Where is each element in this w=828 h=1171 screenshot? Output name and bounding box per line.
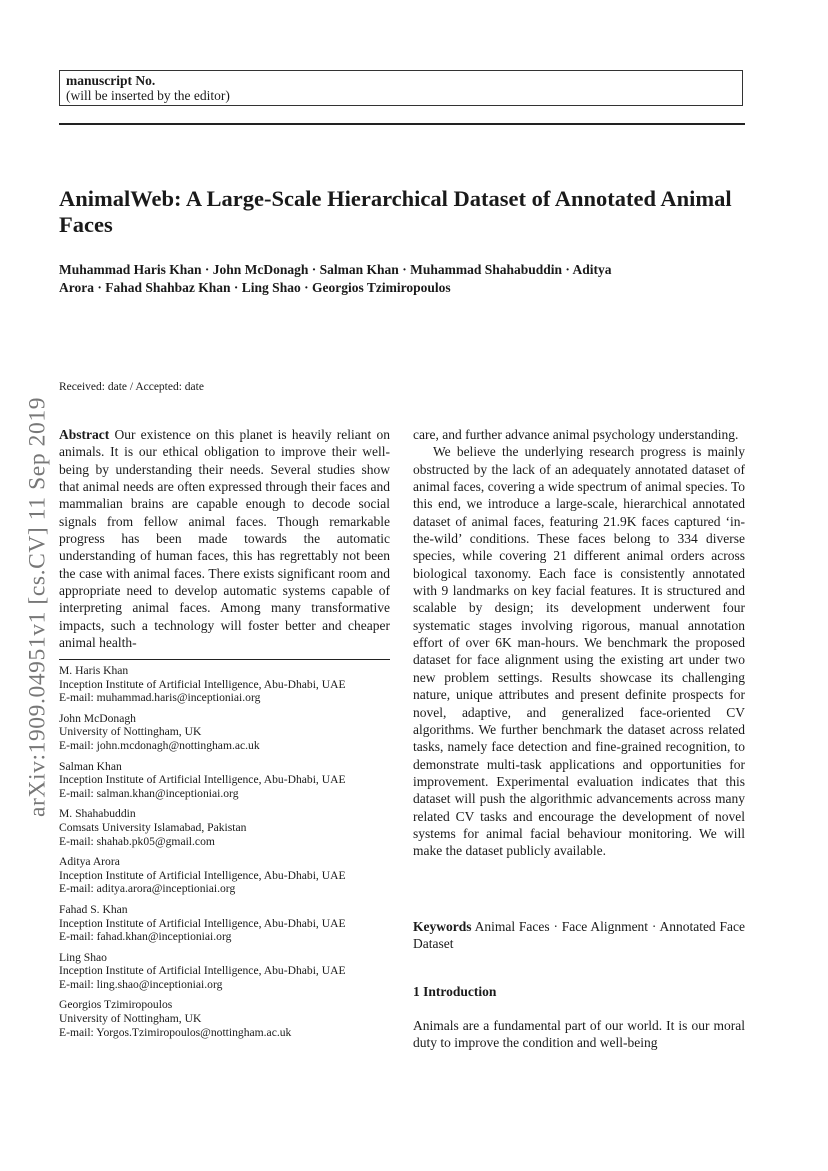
affiliations	[59, 664, 399, 1046]
abstract-label: Abstract	[59, 427, 110, 442]
affiliation-institution: University of Nottingham, UK	[59, 725, 202, 739]
affiliation-institution: Inception Institute of Artificial Intelligence, Abu-Dhabi, UAE	[59, 773, 346, 787]
affiliation-email: E-mail: Yorgos.Tzimiropoulos@nottingham.ac.uk	[59, 1025, 292, 1039]
affiliation-rule	[59, 659, 390, 660]
keywords	[413, 918, 745, 953]
keywords-text: Animal Faces · Face Alignment · Annotated Face Dataset	[413, 919, 745, 952]
manuscript-box	[59, 70, 743, 106]
affiliation-name: John McDonagh	[59, 711, 136, 725]
header-rule	[59, 123, 745, 125]
affiliation-institution: Inception Institute of Artificial Intelligence, Abu-Dhabi, UAE	[59, 868, 346, 882]
affiliation-email: E-mail: john.mcdonagh@nottingham.ac.uk	[59, 738, 260, 752]
affiliation-entry	[59, 664, 399, 705]
affiliation-institution: Comsats University Islamabad, Pakistan	[59, 820, 247, 834]
abstract-right-column	[413, 426, 745, 860]
keywords-label: Keywords	[413, 919, 472, 934]
affiliation-email: E-mail: ling.shao@inceptioniai.org	[59, 977, 223, 991]
affiliation-email: E-mail: fahad.khan@inceptioniai.org	[59, 930, 232, 944]
affiliation-entry	[59, 760, 399, 801]
affiliation-entry	[59, 807, 399, 848]
manuscript-label: manuscript No.	[66, 73, 156, 88]
affiliation-entry	[59, 903, 399, 944]
affiliation-name: M. Shahabuddin	[59, 807, 136, 821]
affiliation-institution: University of Nottingham, UK	[59, 1012, 202, 1026]
affiliation-entry	[59, 951, 399, 992]
received-date: Received: date / Accepted: date	[59, 381, 204, 393]
abstract-text-left: Our existence on this planet is heavily reliant on animals. It is our ethical obligation to improve their well-being by understanding their needs. Several studies show that animal needs are often expressed through their faces and mammalian brains are capable enough to decode social signals from fellow animal faces. Though remarkable progress has been made towards the automatic understanding of human faces, this has regrettably not been the case with animal faces. There exists significant room and appropriate need to develop automatic systems capable of interpreting animal faces. Among many transformative impacts, such a technology will foster better and cheaper animal health-	[59, 427, 390, 651]
arxiv-sidebar	[24, 362, 52, 852]
affiliation-email: E-mail: aditya.arora@inceptioniai.org	[59, 882, 236, 896]
affiliation-email: E-mail: salman.khan@inceptioniai.org	[59, 786, 239, 800]
affiliation-entry	[59, 855, 399, 896]
affiliation-name: M. Haris Khan	[59, 664, 129, 677]
affiliation-name: Fahad S. Khan	[59, 902, 128, 916]
affiliation-name: Aditya Arora	[59, 855, 120, 869]
author-list: Muhammad Haris Khan · John McDonagh · Salman Khan · Muhammad Shahabuddin · Aditya Arora · Fahad Shahbaz Khan · Ling Shao · Georgios Tzimiropoulos	[59, 262, 612, 295]
paper-title: AnimalWeb: A Large-Scale Hierarchical Dataset of Annotated Animal Faces	[59, 186, 732, 237]
affiliation-institution: Inception Institute of Artificial Intelligence, Abu-Dhabi, UAE	[59, 964, 346, 978]
abstract-text-continued: care, and further advance animal psychology understanding.	[413, 427, 739, 442]
affiliation-entry	[59, 998, 399, 1039]
manuscript-note: (will be inserted by the editor)	[66, 88, 230, 103]
abstract-text-paragraph: We believe the underlying research progress is mainly obstructed by the lack of an adequately annotated dataset of animal faces, covering a wide spectrum of animal species. To this end, we introduce a large-scale, hierarchical annotated dataset of animal faces, featuring 21.9K faces captured ‘in-the-wild’ conditions. These faces belong to 334 diverse species, while covering 21 different animal orders across biological taxonomy. Each face is consistently annotated with 9 landmarks on key facial features. It is structured and scalable by design; its development underwent four systematic stages involving rigorous, manual annotation effort of over 6K man-hours. We benchmark the proposed dataset for face alignment using the existing art under two new problem settings. Results showcase its challenging nature, unique attributes and present definite prospects for novel, adaptive, and generalized face-oriented CV algorithms. We further benchmark the dataset across related tasks, namely face detection and fine-grained recognition, to demonstrate multi-task applications and opportunities for improvement. Experimental evaluation indicates that this dataset will push the algorithmic advancements across many related CV tasks and encourage the development of novel systems for animal facial behaviour monitoring. We will make the dataset publicly available.	[413, 444, 745, 859]
affiliation-entry	[59, 712, 399, 753]
affiliation-email: E-mail: muhammad.haris@inceptioniai.org	[59, 691, 261, 705]
affiliation-email: E-mail: shahab.pk05@gmail.com	[59, 834, 215, 848]
affiliation-name: Salman Khan	[59, 759, 122, 773]
affiliation-institution: Inception Institute of Artificial Intelligence, Abu-Dhabi, UAE	[59, 677, 346, 691]
introduction-text: Animals are a fundamental part of our world. It is our moral duty to improve the condition and well-being	[413, 1018, 745, 1051]
section-heading-introduction: 1 Introduction	[413, 984, 497, 999]
affiliation-name: Georgios Tzimiropoulos	[59, 998, 173, 1012]
arxiv-id: arXiv:1909.04951v1 [cs.CV] 11 Sep 2019	[24, 396, 51, 818]
affiliation-institution: Inception Institute of Artificial Intelligence, Abu-Dhabi, UAE	[59, 916, 346, 930]
affiliation-name: Ling Shao	[59, 950, 107, 964]
abstract-left-column	[59, 426, 390, 651]
